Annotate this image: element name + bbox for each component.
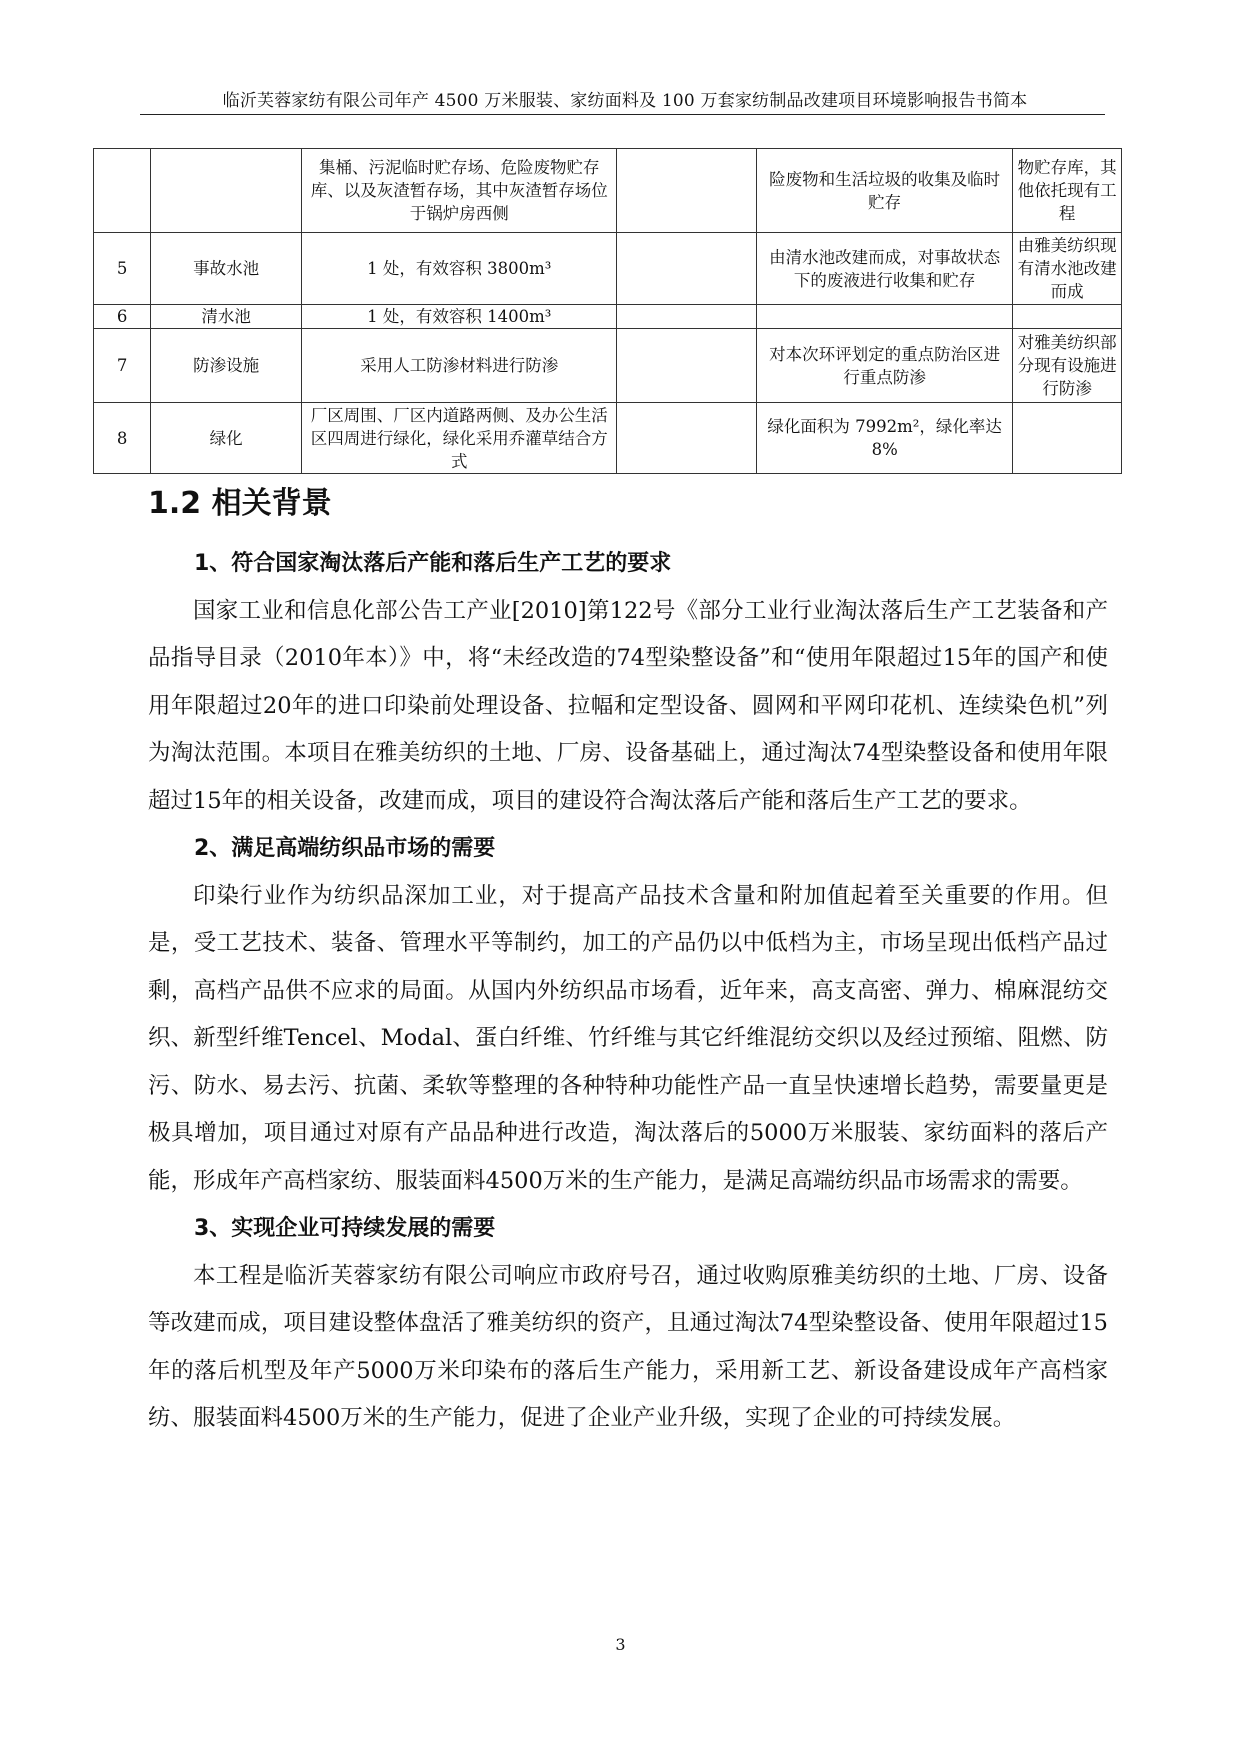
table-row: [94, 149, 1122, 233]
cell-blank: [617, 329, 757, 403]
table-row: [94, 305, 1122, 329]
cell-note: [1013, 403, 1122, 474]
cell-no: 8: [94, 403, 151, 474]
cell-content: 厂区周围、厂区内道路两侧、及办公生活区四周进行绿化，绿化采用乔灌草结合方式: [302, 403, 617, 474]
cell-note: [1013, 305, 1122, 329]
cell-blank: [617, 403, 757, 474]
cell-blank: [617, 233, 757, 305]
cell-name: 绿化: [151, 403, 302, 474]
cell-note: 由雅美纺织现有清水池改建而成: [1013, 233, 1122, 305]
table-row: [94, 233, 1122, 305]
cell-no: 5: [94, 233, 151, 305]
cell-name: [151, 149, 302, 233]
project-table: [93, 148, 1122, 474]
paragraph-2: 印染行业作为纺织品深加工业，对于提高产品技术含量和附加值起着至关重要的作用。但是，受工艺技术、装备、管理水平等制约，加工的产品仍以中低档为主，市场呈现出低档产品过剩，高档产品供不应求的局面。从国内外纺织品市场看，近年来，高支高密、弹力、棉麻混纺交织、新型纤维Tencel、Modal、蛋白纤维、竹纤维与其它纤维混纺交织以及经过预缩、阻燃、防污、防水、易去污、抗菌、柔软等整理的各种特种功能性产品一直呈快速增长趋势，需要量更是极具增加，项目通过对原有产品品种进行改造，淘汰落后的5000万米服装、家纺面料的落后产能，形成年产高档家纺、服装面料4500万米的生产能力，是满足高端纺织品市场需求的需要。: [148, 882, 1108, 1194]
cell-content: 采用人工防渗材料进行防渗: [302, 329, 617, 403]
header-rule: [140, 114, 1105, 115]
cell-function: [757, 305, 1013, 329]
cell-name: 清水池: [151, 305, 302, 329]
cell-content: 集桶、污泥临时贮存场、危险废物贮存库、以及灰渣暂存场，其中灰渣暂存场位于锅炉房西侧: [302, 149, 617, 233]
cell-function: 绿化面积为 7992m²，绿化率达 8%: [757, 403, 1013, 474]
cell-function: 险废物和生活垃圾的收集及临时贮存: [757, 149, 1013, 233]
paragraph-3: 本工程是临沂芙蓉家纺有限公司响应市政府号召，通过收购原雅美纺织的土地、厂房、设备等改建而成，项目建设整体盘活了雅美纺织的资产，且通过淘汰74型染整设备、使用年限超过15年的落后机型及年产5000万米印染布的落后生产能力，采用新工艺、新设备建设成年产高档家纺、服装面料4500万米的生产能力，促进了企业产业升级，实现了企业的可持续发展。: [148, 1262, 1108, 1431]
running-header: 临沂芙蓉家纺有限公司年产 4500 万米服装、家纺面料及 100 万套家纺制品改建项目环境影响报告书简本: [222, 91, 1028, 111]
cell-note: 物贮存库，其他依托现有工程: [1013, 149, 1122, 233]
cell-no: [94, 149, 151, 233]
cell-content: 1 处，有效容积 3800m³: [302, 233, 617, 305]
subheading-1: 1、符合国家淘汰落后产能和落后生产工艺的要求: [194, 551, 672, 576]
cell-name: 防渗设施: [151, 329, 302, 403]
cell-no: 7: [94, 329, 151, 403]
section-body: [148, 540, 1108, 1443]
cell-function: 对本次环评划定的重点防治区进行重点防渗: [757, 329, 1013, 403]
cell-function: 由清水池改建而成，对事故状态下的废液进行收集和贮存: [757, 233, 1013, 305]
cell-blank: [617, 305, 757, 329]
cell-content: 1 处，有效容积 1400m³: [302, 305, 617, 329]
cell-note: 对雅美纺织部分现有设施进行防渗: [1013, 329, 1122, 403]
section-title: 1.2 相关背景: [148, 486, 332, 521]
cell-blank: [617, 149, 757, 233]
subheading-2: 2、满足高端纺织品市场的需要: [194, 836, 496, 861]
table-row: [94, 329, 1122, 403]
paragraph-1: 国家工业和信息化部公告工产业[2010]第122号《部分工业行业淘汰落后生产工艺装备和产品指导目录（2010年本）》中，将“未经改造的74型染整设备”和“使用年限超过15年的国产和使用年限超过20年的进口印染前处理设备、拉幅和定型设备、圆网和平网印花机、连续染色机”列为淘汰范围。本项目在雅美纺织的土地、厂房、设备基础上，通过淘汰74型染整设备和使用年限超过15年的相关设备，改建而成，项目的建设符合淘汰落后产能和落后生产工艺的要求。: [148, 597, 1108, 814]
cell-name: 事故水池: [151, 233, 302, 305]
subheading-3: 3、实现企业可持续发展的需要: [194, 1216, 496, 1241]
table-row: [94, 403, 1122, 474]
cell-no: 6: [94, 305, 151, 329]
page-number: 3: [615, 1635, 626, 1654]
